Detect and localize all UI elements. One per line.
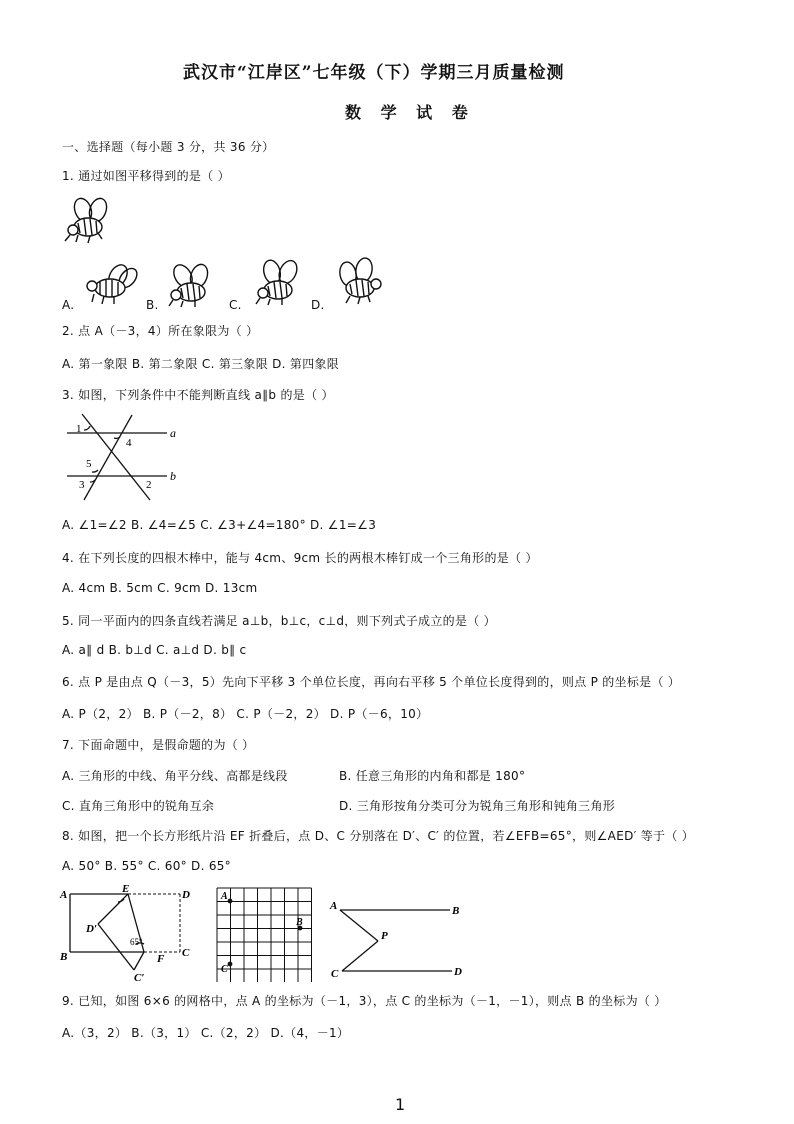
zigzag-figure — [326, 895, 476, 985]
grid-label-A: A — [221, 891, 228, 902]
page-number: 1 — [395, 1095, 406, 1114]
q1-option-b: B. — [146, 298, 159, 312]
q7-stem: 7. 下面命题中，是假命题的为（ ） — [62, 738, 255, 752]
q8-stem: 8. 如图，把一个长方形纸片沿 EF 折叠后，点 D、C 分别落在 D′、C′ 的位置，若∠EFB=65°，则∠AED′ 等于（ ） — [62, 829, 695, 843]
section-heading: 一、选择题（每小题 3 分，共 36 分） — [62, 140, 275, 154]
grid-label-B: B — [296, 917, 303, 928]
zig-label-B: B — [452, 905, 460, 917]
q8-label-D-prime: D′ — [86, 923, 98, 935]
q1-stem: 1. 通过如图平移得到的是（ ） — [62, 169, 230, 183]
q3-parallel-lines-figure — [62, 410, 192, 505]
q2-options: A. 第一象限 B. 第二象限 C. 第三象限 D. 第四象限 — [62, 357, 340, 371]
q5-options: A. a∥ d B. b⊥d C. a⊥d D. b∥ c — [62, 643, 247, 657]
page-title: 武汉市“江岸区”七年级（下）学期三月质量检测 — [183, 63, 565, 83]
q1-option-d: D. — [311, 298, 325, 312]
q8-label-D: D — [182, 889, 190, 901]
bee-option-a-image — [80, 260, 138, 306]
q9-options: A.（3，2） B.（3，1） C.（2，2） D.（4，－1） — [62, 1026, 350, 1040]
q3-line-a-label: a — [170, 426, 176, 440]
q4-options: A. 4cm B. 5cm C. 9cm D. 13cm — [62, 581, 258, 595]
q9-grid-figure — [212, 884, 314, 982]
q3-label-5: 5 — [86, 458, 92, 470]
page-subtitle: 数 学 试 卷 — [345, 103, 475, 122]
q7-option-b: B. 任意三角形的内角和都是 180° — [339, 769, 526, 783]
q8-label-B: B — [60, 951, 68, 963]
q6-options: A. P（2，2） B. P（－2，8） C. P（－2，2） D. P（－6，10） — [62, 707, 429, 721]
bee-option-b-image — [163, 262, 221, 308]
q9-stem: 9. 已知，如图 6×6 的网格中，点 A 的坐标为（－1，3），点 C 的坐标为（－1，－1），则点 B 的坐标为（ ） — [62, 994, 667, 1008]
grid-label-C: C — [221, 964, 228, 975]
q7-option-d: D. 三角形按角分类可分为锐角三角形和钝角三角形 — [339, 799, 616, 813]
q1-option-c: C. — [229, 298, 242, 312]
q4-stem: 4. 在下列长度的四根木棒中，能与 4cm、9cm 长的两根木棒钉成一个三角形的是（ ） — [62, 551, 538, 565]
q2-stem: 2. 点 A（－3，4）所在象限为（ ） — [62, 324, 259, 338]
q6-stem: 6. 点 P 是由点 Q（－3，5）先向下平移 3 个单位长度，再向右平移 5 个单位长度得到的，则点 P 的坐标是（ ） — [62, 675, 681, 689]
zig-label-C: C — [331, 968, 339, 980]
q7-option-a: A. 三角形的中线、角平分线、高都是线段 — [62, 769, 288, 783]
bee-option-d-image — [330, 256, 388, 306]
zig-label-P: P — [381, 930, 388, 942]
q8-label-A: A — [60, 889, 68, 901]
q3-line-b-label: b — [170, 469, 176, 483]
q3-stem: 3. 如图，下列条件中不能判断直线 a∥b 的是（ ） — [62, 388, 334, 402]
q3-label-1: 1 — [76, 423, 82, 435]
zig-label-D: D — [454, 966, 462, 978]
q8-options: A. 50° B. 55° C. 60° D. 65° — [62, 859, 231, 873]
q1-option-a: A. — [62, 298, 75, 312]
bee-original-image — [60, 195, 120, 247]
q8-angle-label: 65° — [130, 937, 143, 947]
bee-option-c-image — [248, 258, 306, 306]
q8-label-F: F — [157, 953, 165, 965]
q7-option-c: C. 直角三角形中的锐角互余 — [62, 799, 215, 813]
q3-label-3: 3 — [79, 479, 85, 491]
q8-label-C: C — [182, 947, 190, 959]
q5-stem: 5. 同一平面内的四条直线若满足 a⊥b，b⊥c，c⊥d，则下列式子成立的是（ ） — [62, 614, 496, 628]
q3-options: A. ∠1=∠2 B. ∠4=∠5 C. ∠3+∠4=180° D. ∠1=∠3 — [62, 518, 377, 532]
q8-label-E: E — [122, 883, 130, 895]
zig-label-A: A — [330, 900, 338, 912]
q3-label-4: 4 — [126, 437, 132, 449]
q3-label-2: 2 — [146, 479, 152, 491]
q8-fold-figure — [58, 882, 200, 984]
q8-label-C-prime: C′ — [134, 972, 145, 984]
